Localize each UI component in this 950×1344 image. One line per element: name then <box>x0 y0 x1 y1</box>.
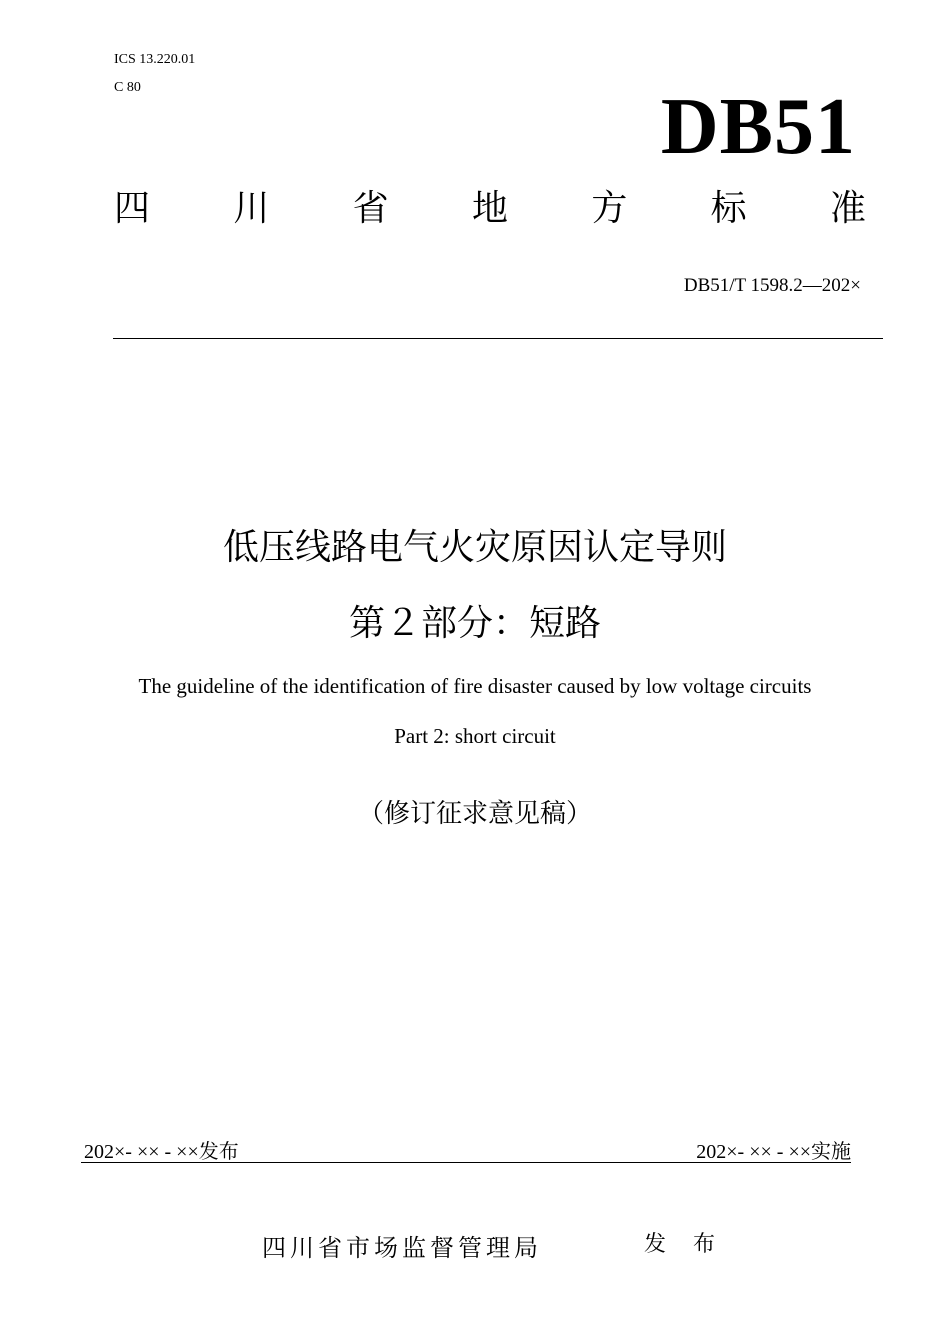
ccs-code: C 80 <box>114 80 141 95</box>
implement-label: 实施 <box>811 1139 851 1163</box>
document-title-chinese: 低压线路电气火灾原因认定导则 <box>222 527 727 568</box>
category-char: 方 <box>591 188 628 229</box>
issuing-authority: 四川省市场监督管理局 <box>262 1234 542 1262</box>
category-char: 川 <box>233 188 270 229</box>
draft-status-note: （修订征求意见稿） <box>357 799 592 829</box>
implement-date <box>696 1138 851 1165</box>
document-title-english: The guideline of the identification of fire disaster caused by low voltage circuits <box>138 674 812 698</box>
issue-label: 发 布 <box>644 1232 725 1257</box>
standard-mark: DB51 <box>660 83 856 171</box>
category-char: 省 <box>352 188 389 229</box>
implement-date-value: 202×- ×× - ×× <box>696 1141 811 1163</box>
document-part-chinese: 第２部分：短路 <box>348 603 601 644</box>
standard-number: DB51/T 1598.2—202× <box>683 275 861 296</box>
category-char: 标 <box>710 188 747 229</box>
category-char: 准 <box>829 188 866 229</box>
standard-category <box>114 186 866 232</box>
document-part-english: Part 2: short circuit <box>394 724 556 748</box>
category-char: 四 <box>114 188 151 229</box>
publish-date-value: 202×- ×× - ×× <box>84 1141 199 1163</box>
category-char: 地 <box>471 188 508 229</box>
ics-code: ICS 13.220.01 <box>114 52 196 67</box>
header-divider <box>113 338 883 339</box>
publish-date <box>84 1138 239 1165</box>
footer-divider <box>81 1162 851 1163</box>
publish-label: 发布 <box>198 1139 239 1163</box>
